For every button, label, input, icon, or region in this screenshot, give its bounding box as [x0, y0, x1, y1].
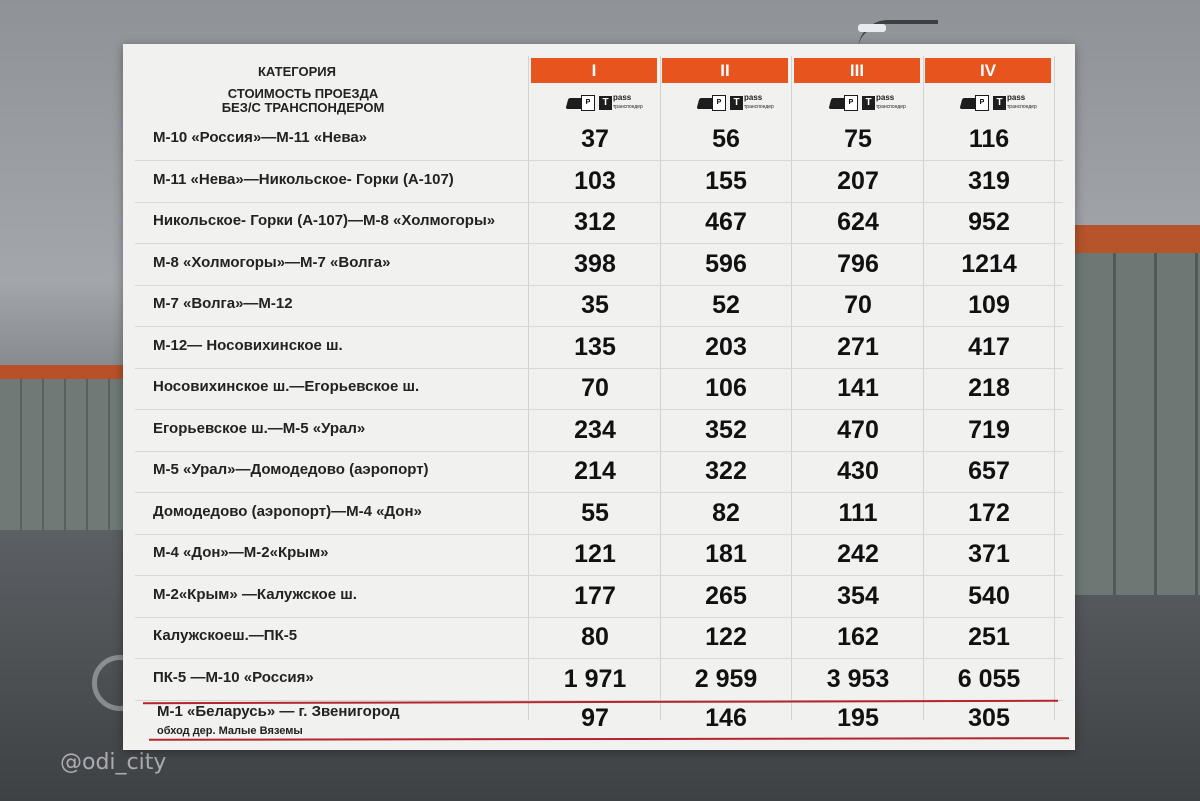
price-cell: 181 [705, 540, 747, 568]
noise-barrier-right [1075, 225, 1200, 595]
price-cell: 75 [844, 125, 872, 153]
price-cell: 354 [837, 581, 879, 610]
route-label: Домодедово (аэропорт)—М-4 «Дон» [153, 502, 422, 520]
table-row [123, 203, 1075, 244]
price-cell: 155 [705, 166, 747, 195]
table-row [123, 328, 1075, 369]
table-row [123, 162, 1075, 203]
price-cell: 55 [581, 498, 609, 527]
price-cell: 37 [581, 125, 609, 153]
price-cell: 657 [968, 457, 1010, 485]
price-cell: 624 [837, 208, 879, 236]
price-cell: 70 [844, 291, 872, 319]
price-cell: 103 [574, 166, 616, 195]
price-cell: 177 [574, 581, 616, 610]
route-label: М-8 «Холмогоры»—М-7 «Волга» [153, 253, 391, 271]
transponder-icon: T [730, 96, 743, 110]
noise-barrier-right-top [1075, 225, 1200, 253]
price-cell: 1214 [961, 249, 1017, 278]
price-cell: 6 055 [957, 664, 1021, 693]
cost-label: СТОИМОСТЬ ПРОЕЗДА БЕЗ/С ТРАНСПОНДЕРОМ [221, 86, 385, 115]
price-cell: 116 [968, 125, 1010, 153]
route-label: М-10 «Россия»—М-11 «Нева» [153, 129, 368, 146]
price-cell: 3 953 [826, 664, 890, 693]
noise-barrier-left-top [0, 365, 130, 379]
price-cell: 141 [837, 374, 879, 402]
card-icon: P [712, 95, 726, 111]
route-label: М-12— Носовихинское ш. [153, 336, 343, 354]
price-cell: 218 [968, 374, 1010, 402]
price-cell: 214 [574, 457, 616, 485]
route-label: Калужскоеш.—ПК-5 [153, 627, 298, 644]
route-label: М-7 «Волга»—М-12 [153, 295, 293, 312]
price-cell: 195 [837, 704, 879, 732]
price-cell: 56 [712, 125, 740, 153]
category-header-4: IV [925, 58, 1051, 83]
route-label: Носовихинское ш.—Егорьевское ш. [153, 378, 420, 395]
payment-icons-2: P T pass транспондер [662, 92, 788, 114]
table-row [123, 535, 1075, 576]
card-icon: P [975, 95, 989, 111]
highlight-subroute: обход дер. Малые Вяземы [157, 725, 303, 737]
table-row [123, 577, 1075, 618]
price-cell: 430 [837, 457, 879, 485]
category-header-1: I [531, 58, 657, 83]
price-cell: 312 [574, 208, 616, 236]
table-row [123, 494, 1075, 535]
category-header-3: III [794, 58, 920, 83]
highlight-route: М-1 «Беларусь» — г. Звенигород [157, 703, 400, 720]
price-cell: 80 [581, 623, 609, 651]
price-cell: 322 [705, 457, 747, 485]
route-label: Никольское- Горки (А-107)—М-8 «Холмогоры» [153, 212, 496, 229]
price-cell: 352 [705, 415, 747, 444]
price-cell: 719 [968, 415, 1010, 444]
table-row [123, 120, 1075, 161]
table-row [123, 452, 1075, 493]
category-label: КАТЕГОРИЯ [258, 64, 336, 79]
transponder-icon: T [993, 96, 1006, 110]
price-cell: 82 [712, 498, 740, 527]
price-cell: 172 [968, 498, 1010, 527]
highlight-line-bottom [149, 737, 1069, 741]
table-row [123, 660, 1075, 701]
route-label: М-5 «Урал»—Домодедово (аэропорт) [153, 461, 429, 478]
table-row [123, 369, 1075, 410]
payment-icons-3: P T pass транспондер [794, 92, 920, 114]
price-cell: 952 [968, 208, 1010, 236]
price-cell: 467 [705, 208, 747, 236]
price-cell: 162 [837, 623, 879, 651]
price-cell: 251 [968, 623, 1010, 651]
price-cell: 417 [968, 332, 1010, 361]
price-cell: 111 [838, 498, 878, 527]
route-label: Егорьевское ш.—М-5 «Урал» [153, 419, 366, 437]
price-cell: 470 [837, 415, 879, 444]
price-cell: 35 [581, 291, 609, 319]
route-label: ПК-5 —М-10 «Россия» [153, 668, 314, 686]
transponder-icon: T [862, 96, 875, 110]
payment-icons-1: P T pass транспондер [531, 92, 657, 114]
price-cell: 97 [581, 704, 609, 732]
price-cell: 540 [968, 581, 1010, 610]
price-cell: 796 [837, 249, 879, 278]
price-cell: 305 [968, 704, 1010, 732]
table-row [123, 286, 1075, 327]
price-cell: 70 [581, 374, 609, 402]
price-cell: 398 [574, 249, 616, 278]
route-label: М-2«Крым» —Калужское ш. [153, 585, 357, 603]
payment-icons-4: P T pass транспондер [925, 92, 1051, 114]
price-cell: 242 [837, 540, 879, 568]
price-cell: 234 [574, 415, 616, 444]
noise-barrier-left [0, 365, 130, 530]
price-cell: 207 [837, 166, 879, 195]
price-cell: 2 959 [694, 664, 758, 693]
price-cell: 203 [705, 332, 747, 361]
price-cell: 371 [968, 540, 1010, 568]
street-lamp-head [858, 24, 886, 32]
table-row [123, 411, 1075, 452]
price-cell: 1 971 [563, 664, 627, 693]
price-cell: 596 [705, 249, 747, 278]
price-cell: 52 [712, 291, 740, 319]
card-icon: P [844, 95, 858, 111]
toll-price-table [123, 44, 1075, 750]
route-label: М-4 «Дон»—М-2«Крым» [153, 544, 329, 561]
price-cell: 271 [837, 332, 879, 361]
price-cell: 121 [574, 540, 616, 568]
table-row [123, 245, 1075, 286]
price-cell: 135 [574, 332, 616, 361]
price-cell: 122 [705, 623, 747, 651]
watermark-text: @odi_city [60, 750, 167, 775]
table-row [123, 618, 1075, 659]
price-cell: 319 [968, 166, 1010, 195]
price-cell: 146 [705, 704, 747, 732]
highlight-row [123, 700, 1075, 740]
category-header-2: II [662, 58, 788, 83]
price-cell: 109 [968, 291, 1010, 319]
route-label: М-11 «Нева»—Никольское- Горки (А-107) [153, 170, 454, 188]
card-icon: P [581, 95, 595, 111]
transponder-icon: T [599, 96, 612, 110]
price-cell: 265 [705, 581, 747, 610]
price-cell: 106 [705, 374, 747, 402]
